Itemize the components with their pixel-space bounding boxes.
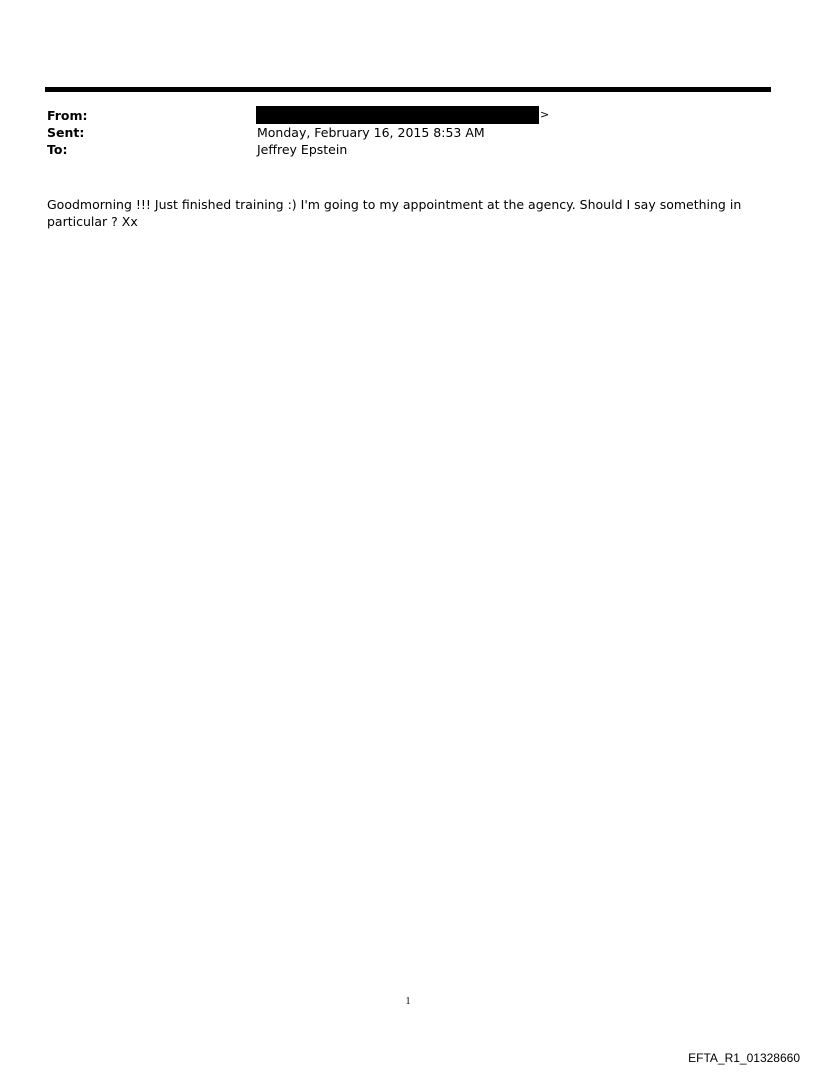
from-suffix: >: [540, 108, 550, 121]
to-value: Jeffrey Epstein: [257, 142, 348, 157]
redaction-box: [256, 106, 539, 124]
sent-value: Monday, February 16, 2015 8:53 AM: [257, 125, 485, 140]
header-rule: [45, 87, 771, 92]
to-label: To:: [47, 142, 68, 157]
sent-label: Sent:: [47, 125, 85, 140]
email-body: Goodmorning !!! Just finished training :) I'm going to my appointment at the agency. Should I say something in particular ? Xx: [47, 197, 742, 229]
bates-number: EFTA_R1_01328660: [688, 1051, 800, 1065]
page-number: 1: [405, 996, 411, 1007]
from-label: From:: [47, 108, 88, 123]
